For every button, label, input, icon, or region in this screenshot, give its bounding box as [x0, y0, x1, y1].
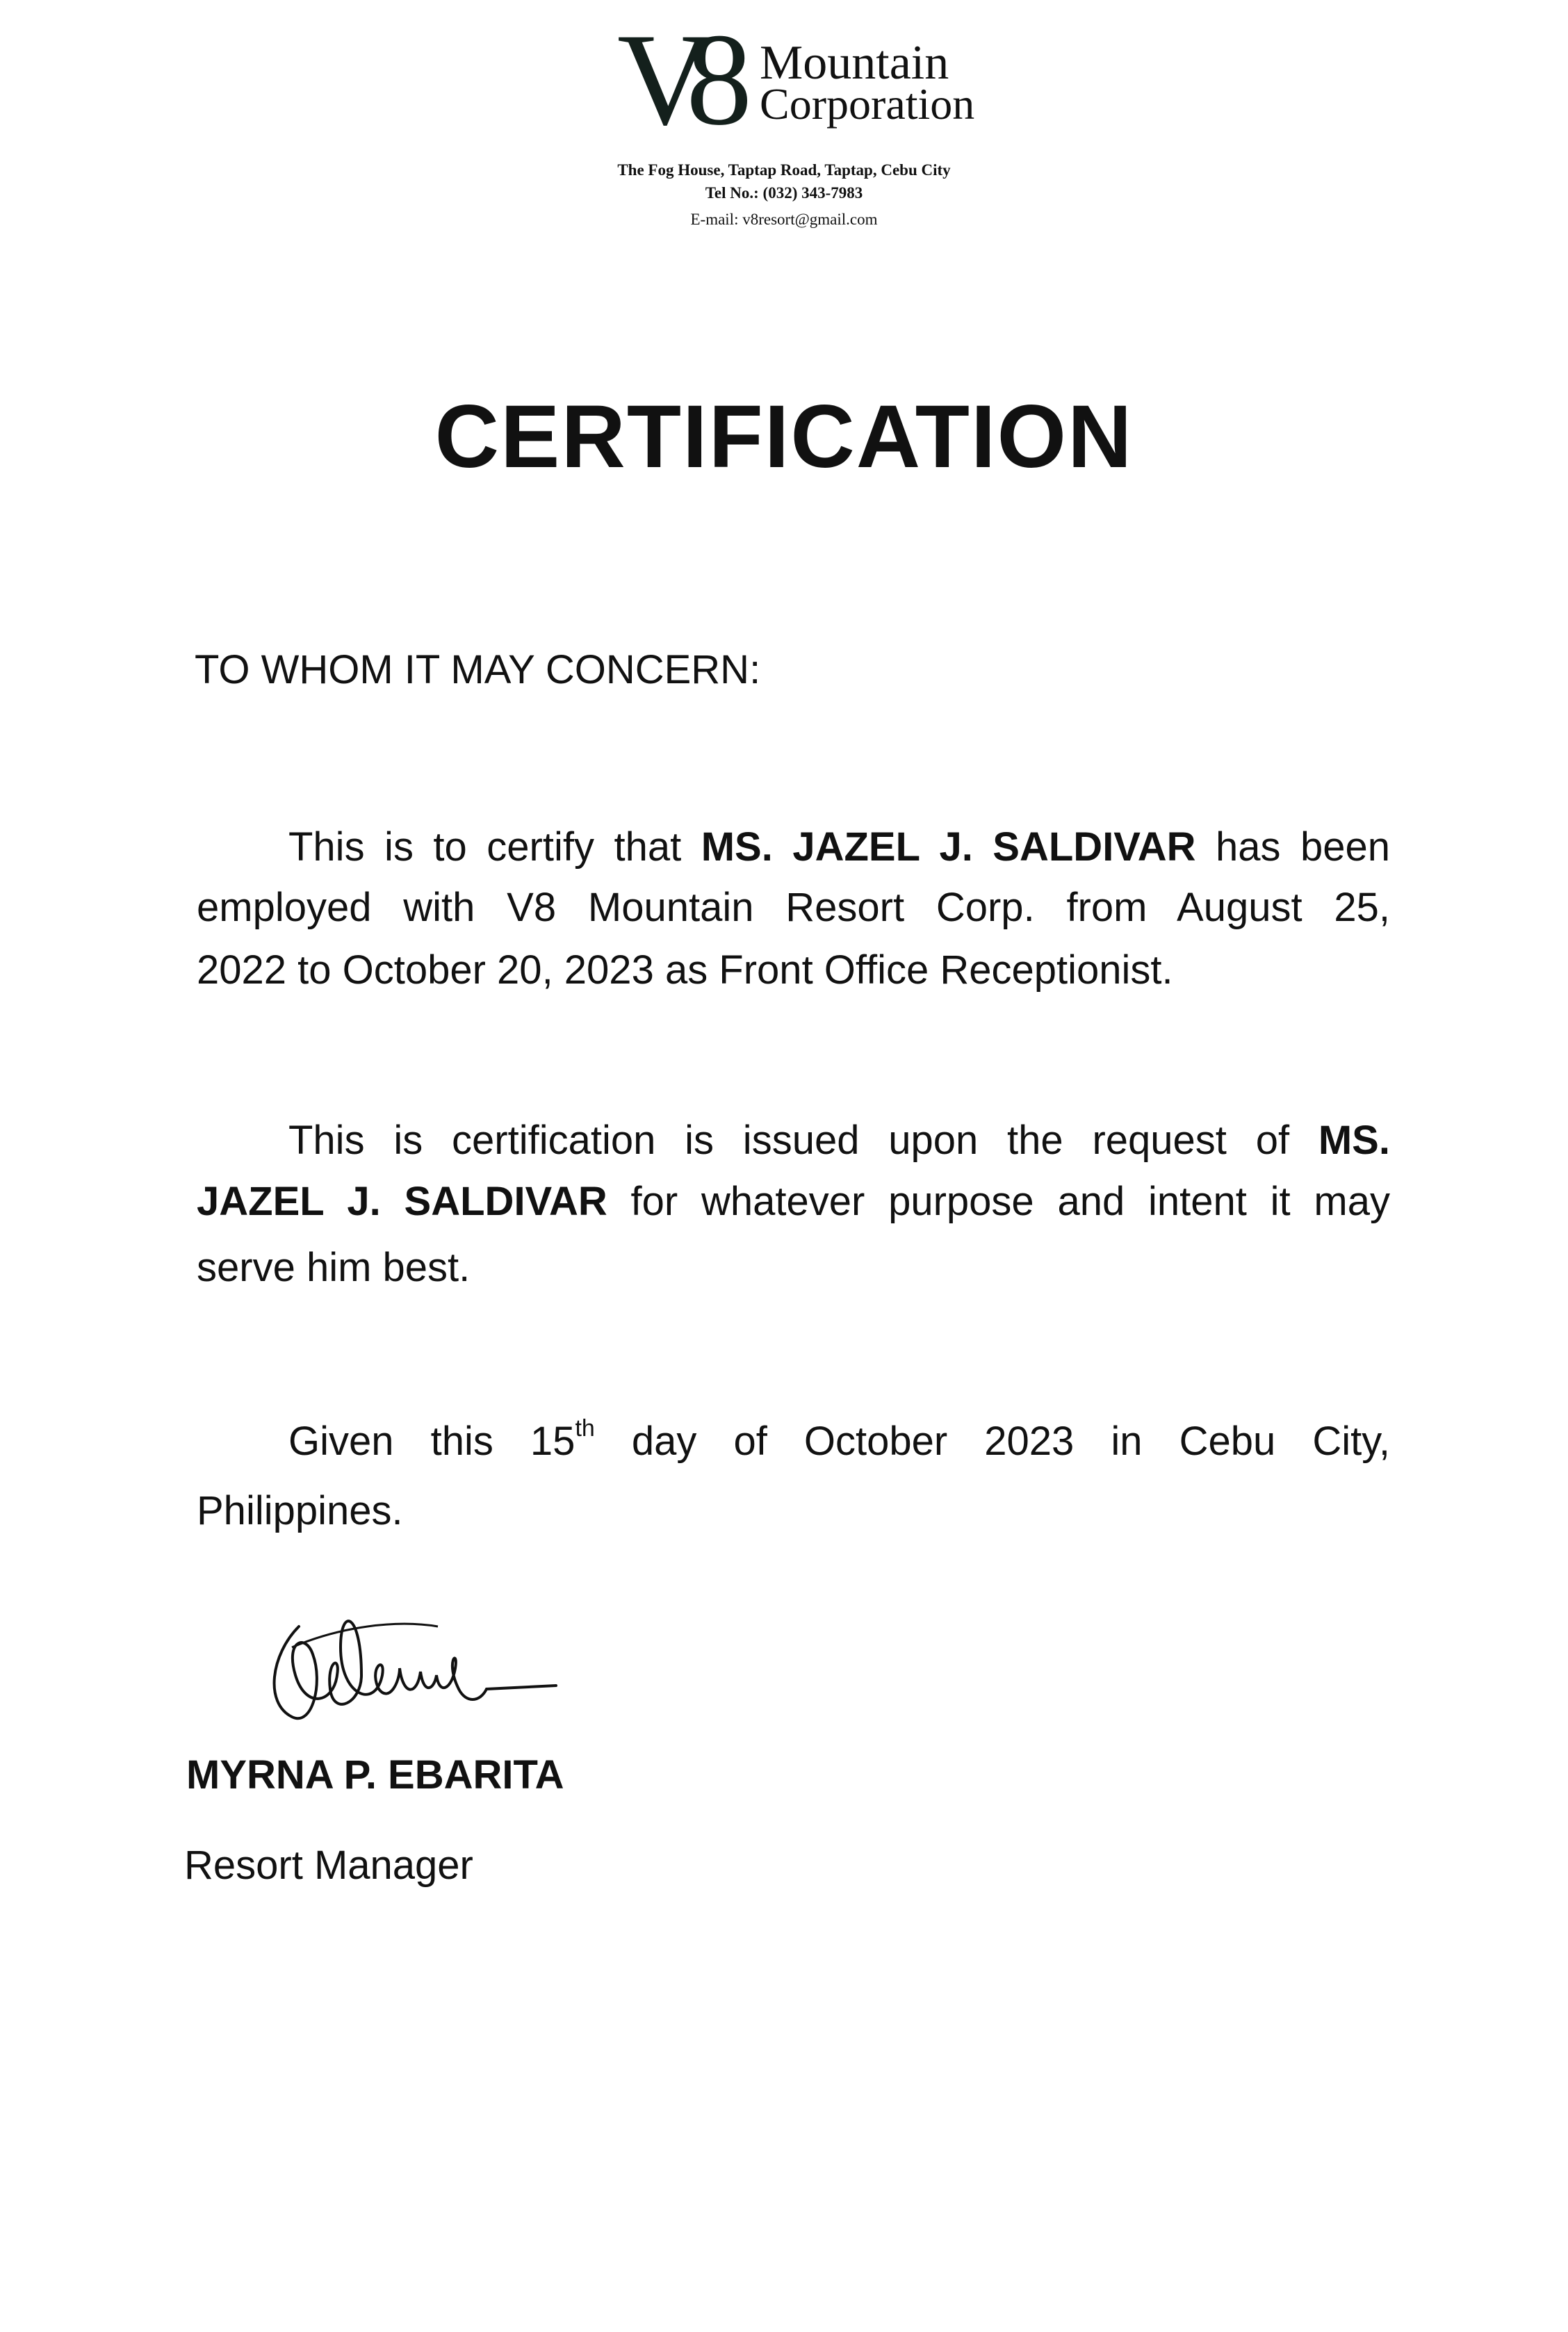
text: Given this 15 — [288, 1419, 575, 1464]
text: serve him best. — [197, 1245, 471, 1290]
text: has been — [1215, 824, 1390, 870]
salutation: TO WHOM IT MAY CONCERN: — [195, 647, 761, 692]
employee-title: MS. — [1318, 1118, 1390, 1163]
text: 2022 to October 20, 2023 as Front Office Receptionist. — [197, 947, 1173, 993]
company-name-line1: Mountain — [760, 36, 949, 90]
text: This is to certify that — [288, 824, 682, 870]
text: employed with V8 Mountain Resort Corp. from August 25, — [197, 885, 1390, 930]
company-tel: Tel No.: (032) 343-7983 — [705, 184, 863, 202]
signature — [257, 1599, 563, 1752]
signatory-name: MYRNA P. EBARITA — [186, 1752, 564, 1797]
company-logo — [617, 7, 993, 153]
employee-name: JAZEL J. SALDIVAR — [197, 1179, 607, 1224]
text: for whatever purpose and intent it may — [630, 1179, 1390, 1224]
company-address: The Fog House, Taptap Road, Taptap, Cebu City — [617, 161, 951, 179]
text: day of October 2023 in Cebu City, — [631, 1419, 1391, 1464]
signatory-position: Resort Manager — [184, 1843, 473, 1888]
text: This is certification is issued upon the request of — [288, 1118, 1290, 1163]
company-email: E-mail: v8resort@gmail.com — [690, 211, 878, 228]
document-title: CERTIFICATION — [434, 387, 1134, 487]
employee-name: MS. JAZEL J. SALDIVAR — [701, 824, 1196, 870]
text: Philippines. — [197, 1488, 403, 1533]
text — [288, 1415, 595, 1464]
company-name-line2: Corporation — [760, 79, 975, 129]
logo-mark: V8 — [617, 7, 726, 153]
ordinal-suffix: th — [575, 1415, 595, 1442]
